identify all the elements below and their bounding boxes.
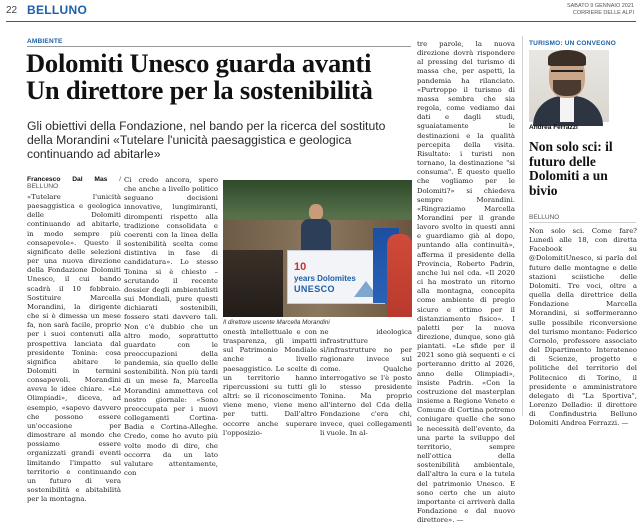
column-2b-text: onestà intellettuale e con trasparenza, gli impatti sul Patrimonio Mondiale anche a livello paesaggistico. Le scelte di un territorio hanno ripercussioni su tutti gli altri: se il riconoscimento viene meno, viene meno per tutti. Dall'altro occorre anche superare l'opposizio-: [223, 328, 317, 437]
page-header: [0, 0, 642, 22]
publication-name: CORRIERE DELLE ALPI: [572, 10, 634, 16]
article-column-2: [124, 176, 218, 478]
section-name: BELLUNO: [27, 3, 88, 17]
byline-place: / BELLUNO: [27, 176, 122, 190]
photo-caption: Il direttore uscente Marcella Morandini: [223, 319, 330, 326]
byline: [27, 176, 121, 190]
banner-text: years Dolomites: [294, 274, 356, 283]
article-column-4: [417, 40, 515, 525]
headline-line-2: Un direttore per la sostenibilità: [26, 75, 373, 105]
column-1-text: «Tutelare l'unicità paesaggistica e geologica delle Dolomiti continuando ad abitarle, in modo sempre più consapevole». Questo il significato delle selezioni per una nuova direzione della Fondazione Dolomiti Unesco, il cui bando scadrà il 10 febbraio. Sostituire Marcella Morandini, la dirigente che si è dimessa un mese fa, non sarà facile, proprio per i suoi contenuti alla prospettiva lanciata dal presidente Tonina: cosa significa abitare le Dolomiti in termini consapevoli. Morandini aveva le idee chiare. «Le Olimpiadi», diceva, ad esempio, «sapevo davvero che possono essere un'occasione per dimostrare al mondo che possiamo essere organizzati grandi eventi limitando l'impatto sul territorio e continuando un futuro di vera sostenibilità e abitabilità per la montagna.: [27, 193, 121, 504]
portrait-beard: [553, 80, 581, 96]
speaker-head: [309, 204, 323, 220]
kicker-rule: [27, 46, 411, 47]
photo-bystander: [387, 234, 412, 317]
sidebar-portrait: [529, 50, 609, 122]
portrait-hair: [548, 50, 586, 66]
portrait-glasses: [551, 70, 583, 76]
article-subhead: Gli obiettivi della Fondazione, nel bando per la ricerca del sostituto della Morandini «Tutelare l'unicità paesaggistica e geologica continuando ad abitarle»: [27, 119, 386, 161]
article-column-2b: [223, 328, 317, 438]
article-kicker: AMBIENTE: [27, 38, 63, 45]
sidebar-place: BELLUNO: [529, 214, 560, 221]
byline-author: Francesco Dal Mas: [27, 176, 108, 183]
column-2-text: Ci credo ancora, spero che anche a livello politico seguano decisioni innovative, lungimiranti, dirompenti rispetto alla tradizione consolidata e coerenti con la linea della sostenibilità scelta come distintiva in fase di candidatura». Lo stesso Tonina si è chiesto – scrutando il recente dossier degli ambientalisti sui Mondiali, pure questi dichiarati sostenibili, fossero stati davvero tali. Non c'è dubbio che un altro modo, soprattutto guardato con le preoccupazioni della pandemia, sia quello delle sostenibilità. Non più tardi di un mese fa, Marcella Morandini ammetteva col nostro giornale: «Sono preoccupata per i nuovi collegamenti Cortina-Badia e Cortina-Alleghe. Credo, come ho avuto più volte modo di dire, che occorra da un lato valutare attentamente, con: [124, 176, 218, 477]
article-column-1: [27, 176, 121, 504]
photo-audience: [223, 250, 283, 317]
column-4-text: tre parole, la nuova direzione dovrà rispondere al pressing del turismo di massa che, per aspetti, la pandemia ha rilanciato. «Purtroppo il turismo di massa sembra che sia regola, come vediamo dai dati e dagli studi, sguaiatamente le destinazioni e la qualità percepita della visita. Risultato: i turisti non tornano, la destinazione "si consuma". È questo quello che vogliamo per le Dolomiti?» si chiedeva sempre Morandini. «Ringraziamo Marcella Morandini per il grande lavoro svolto in questi anni e guardiamo già al dopo, puntando alla continuità», afferma il presidente della Provincia, Roberto Padrin, anche lui nel cda. «Il 2020 ci ha mostrato un ritorno alla montagna, concepita come ambiente di pregio sicuro e ottimo per il distanziamento fisico». I paletti per la nuova direzione, dunque, sono già piantati. «Le sfide per il 2021 sono già sequenti e ci porteranno dritto al 2026, anno delle Olimpiadi», insiste Padrin. «Con la costruzione del masterplan insieme a Regione Veneto e Comune di Cortina potremo coniugare quelle che sono le necessità dell'evento, da una parte la sviluppo del territorio, sempre nell'ottica della sostenibilità ambientale, dall'altra la cura e la tutela del patrimonio Unesco. E sono certo che un aiuto importante ci arriverà dalla Fondazione e dal nuovo direttore». —: [417, 40, 515, 525]
sidebar-body: Non solo sci. Come fare? Lunedì alle 18, con diretta Facebook su @DolomitiUnesco, si parla del futuro delle montagne e delle stazioni sciistiche delle Dolomiti. Tre voci, oltre a quella della direttrice della Fondazione Marcella Morandini, si soffermeranno sulle possibile riconversione del turismo montano: Federico Cornolo, professore associato del Dipartimento Interateneo di Scienze, progetto e politiche del territorio del Politecnico di Torino, il presidente e amministratore delegato di "La Sportiva", Lorenzo Delladio: il direttore di Confindustria Belluno Dolomiti Andrea Ferrazzi. —: [529, 227, 637, 428]
sidebar-kicker: TURISMO: UN CONVEGNO: [529, 40, 617, 47]
headline-line-1: Dolomiti Unesco guarda avanti: [26, 48, 372, 78]
sidebar-title: Non solo sci: il futuro delle Dolomiti a un bivio: [529, 139, 613, 198]
issue-date: SABATO 9 GENNAIO 2021: [566, 3, 634, 9]
portrait-shirt: [560, 96, 574, 122]
article-photo: [223, 180, 412, 317]
banner-unesco: UNESCO: [294, 284, 335, 294]
sidebar-photo-name: Andrea Ferrazzi: [529, 124, 578, 131]
article-headline: [26, 50, 416, 104]
photo-banner: [287, 250, 385, 304]
header-date: [567, 3, 634, 17]
banner-number: 10: [294, 261, 307, 273]
page-number: 22: [6, 5, 18, 16]
sidebar-separator: [522, 36, 523, 416]
article-column-3b: [320, 328, 412, 438]
column-3b-text: ne ideologica infrastrutture sì/infrastrutture no per ragionare invece sul come. Qualche interrogativo se l'è posto lo stesso presidente Tonina. Ma proprio all'interno del Cda della Fondazione c'era chi, invece, quei collegamenti li vuole. In al-: [320, 328, 412, 437]
sidebar-place-rule: [529, 222, 636, 223]
header-rule: [6, 21, 636, 22]
